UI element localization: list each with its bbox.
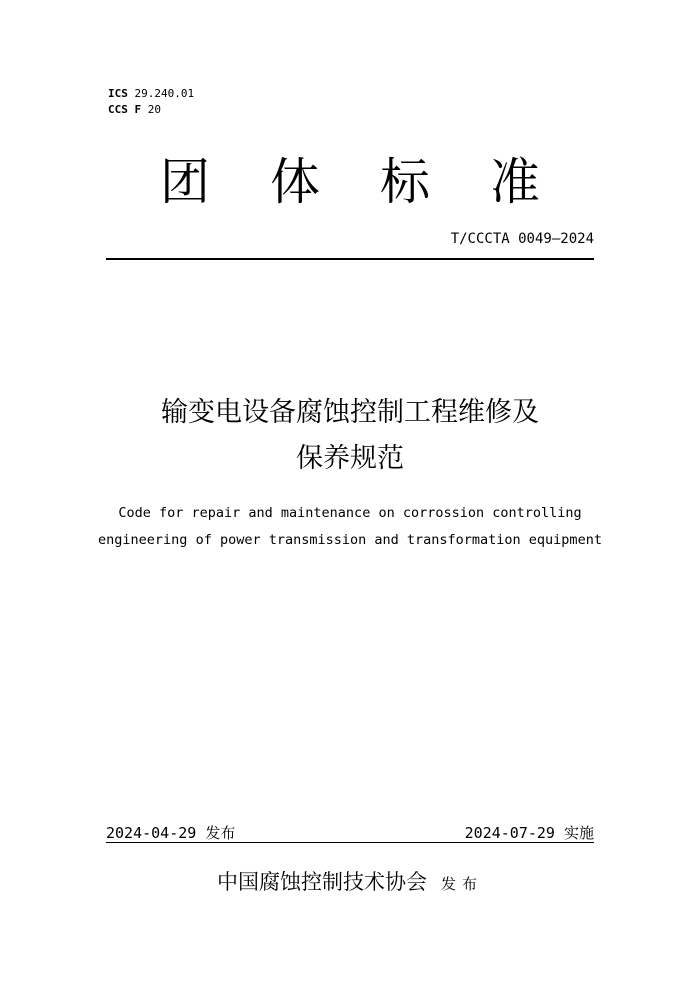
ics-line [108,86,194,102]
english-title-line-1: Code for repair and maintenance on corrossion controlling [118,505,582,521]
publisher-action: 发布 [440,875,483,893]
ics-value: 29.240.01 [134,87,195,100]
publisher-line [0,866,700,896]
implementation-date: 2024-07-29 实施 [464,824,594,842]
classification-block [108,86,194,118]
publisher-name: 中国腐蚀控制技术协会 [216,870,427,894]
standard-number: T/CCCTA 0049—2024 [450,231,594,247]
ics-label: ICS [108,87,128,100]
english-title [0,500,700,554]
chinese-title-line-1: 输变电设备腐蚀控制工程维修及 [161,397,539,428]
english-title-line-2: engineering of power transmission and transformation equipment [98,532,602,548]
chinese-title [0,390,700,482]
bottom-divider [106,842,594,843]
chinese-title-line-2: 保养规范 [296,443,404,474]
issue-date: 2024-04-29 发布 [106,824,236,842]
ccs-value: 20 [147,103,161,116]
ccs-line [108,102,194,118]
document-type-heading: 团体标准 [160,153,600,211]
ccs-label: CCS F [108,103,142,116]
top-divider [106,258,594,260]
